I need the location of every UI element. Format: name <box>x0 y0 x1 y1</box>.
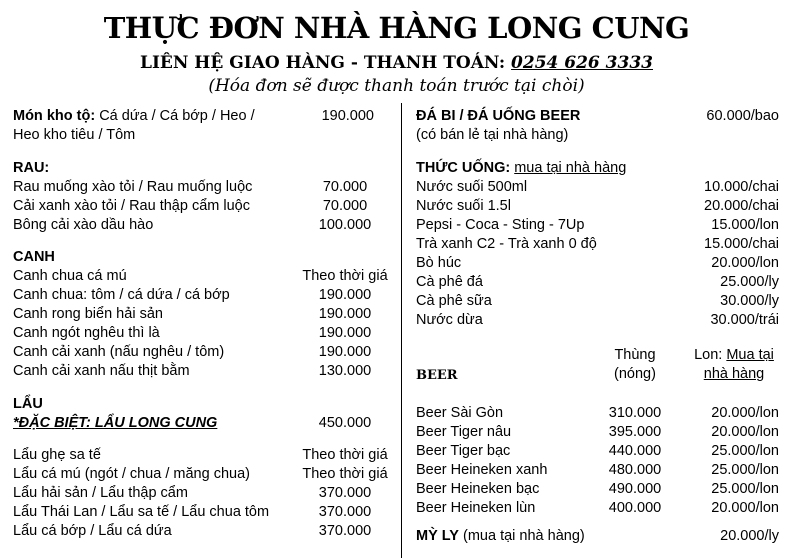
beer-lon-price: 20.000/lon <box>711 424 779 440</box>
kho-to-text: Cá dứa / Cá bớp / Heo / <box>99 108 255 124</box>
beer-thung-price: 400.000 <box>608 500 662 516</box>
drink-price: 15.000/chai <box>704 236 779 252</box>
payment-note: (Hóa đơn sẽ được thanh toán trước tại chòi) <box>208 76 585 96</box>
kho-to-price: 190.000 <box>321 108 374 124</box>
kho-to-text-2: Heo kho tiêu / Tôm <box>13 127 136 143</box>
drink-price: 20.000/chai <box>704 198 779 214</box>
beer-name: Beer Heineken lùn <box>416 500 536 516</box>
lau-item-price: 370.000 <box>318 485 372 501</box>
thuc-uong-heading-line <box>416 159 626 178</box>
canh-item-name: Canh cải xanh (nấu nghêu / tôm) <box>13 344 225 360</box>
canh-item-name: Canh chua cá mú <box>13 268 127 284</box>
drink-name: Cà phê sữa <box>416 293 492 309</box>
thuc-uong-heading: THỨC UỐNG: <box>416 160 511 176</box>
my-ly-price: 20.000/ly <box>720 528 779 544</box>
canh-item-price: 190.000 <box>318 325 372 341</box>
beer-lon-price: 20.000/lon <box>711 500 779 516</box>
rau-item-price: 70.000 <box>322 198 368 214</box>
beer-name: Beer Tiger bạc <box>416 443 511 459</box>
beer-thung-price: 480.000 <box>608 462 662 478</box>
canh-item-price: Theo thời giá <box>302 268 388 284</box>
beer-col-thung-sub: (nóng) <box>614 366 656 382</box>
canh-item-price: 190.000 <box>318 306 372 322</box>
lau-item-price: 370.000 <box>318 504 372 520</box>
rau-heading: RAU: <box>13 160 50 176</box>
menu-title: THỰC ĐƠN NHÀ HÀNG LONG CUNG <box>103 11 690 45</box>
beer-lon-price: 20.000/lon <box>711 405 779 421</box>
canh-item-price: 130.000 <box>318 363 372 379</box>
canh-item-name: Canh rong biển hải sản <box>13 306 163 322</box>
drink-name: Trà xanh C2 - Trà xanh 0 độ <box>416 236 597 252</box>
beer-lon-price: 25.000/lon <box>711 462 779 478</box>
drink-price: 20.000/lon <box>711 255 779 271</box>
lau-special-price: 450.000 <box>318 415 372 431</box>
da-price: 60.000/bao <box>706 108 779 124</box>
beer-name: Beer Sài Gòn <box>416 405 504 421</box>
lau-heading: LẨU <box>13 396 43 412</box>
canh-item-name: Canh chua: tôm / cá dứa / cá bớp <box>13 287 230 303</box>
lau-item-name: Lẩu cá mú (ngót / chua / măng chua) <box>13 466 250 482</box>
canh-item-price: 190.000 <box>318 287 372 303</box>
drink-name: Nước dừa <box>416 312 483 328</box>
canh-item-price: 190.000 <box>318 344 372 360</box>
drink-name: Bò húc <box>416 255 462 271</box>
phone-number: 0254 626 3333 <box>511 53 653 73</box>
lau-item-name: Lẩu Thái Lan / Lẩu sa tế / Lẩu chua tôm <box>13 504 270 520</box>
beer-thung-price: 395.000 <box>608 424 662 440</box>
beer-col-lon-sub: nhà hàng <box>703 366 765 382</box>
beer-thung-price: 310.000 <box>608 405 662 421</box>
contact-line <box>0 52 793 74</box>
my-ly-sub: (mua tại nhà hàng) <box>463 528 585 544</box>
thuc-uong-sub: mua tại nhà hàng <box>514 160 627 176</box>
drink-price: 10.000/chai <box>704 179 779 195</box>
beer-lon-price: 25.000/lon <box>711 481 779 497</box>
my-ly-heading: MỲ LY <box>416 528 459 544</box>
lau-item-price: Theo thời giá <box>302 447 388 463</box>
column-divider <box>401 103 402 558</box>
kho-to-label: Món kho tộ: <box>13 108 96 124</box>
beer-name: Beer Heineken xanh <box>416 462 548 478</box>
rau-item-price: 100.000 <box>318 217 372 233</box>
contact-label: LIÊN HỆ GIAO HÀNG - THANH TOÁN: <box>139 53 506 73</box>
lau-item-price: 370.000 <box>318 523 372 539</box>
beer-name: Beer Heineken bạc <box>416 481 540 497</box>
drink-name: Nước suối 1.5l <box>416 198 511 214</box>
canh-heading: CANH <box>13 249 55 265</box>
beer-thung-price: 440.000 <box>608 443 662 459</box>
rau-item-name: Rau muống xào tỏi / Rau muống luộc <box>13 179 253 195</box>
beer-name: Beer Tiger nâu <box>416 424 512 440</box>
lau-item-name: Lẩu cá bớp / Lẩu cá dứa <box>13 523 172 539</box>
drink-price: 30.000/trái <box>710 312 779 328</box>
drink-price: 30.000/ly <box>720 293 779 309</box>
rau-item-name: Cải xanh xào tỏi / Rau thập cẩm luộc <box>13 198 250 214</box>
drink-name: Cà phê đá <box>416 274 483 290</box>
da-sub: (có bán lẻ tại nhà hàng) <box>416 127 569 143</box>
lau-item-name: Lẩu hải sản / Lẩu thập cẩm <box>13 485 188 501</box>
beer-thung-price: 490.000 <box>608 481 662 497</box>
lau-item-price: Theo thời giá <box>302 466 388 482</box>
beer-lon-price: 25.000/lon <box>711 443 779 459</box>
canh-item-name: Canh ngót nghêu thì là <box>13 325 160 341</box>
beer-col-lon-prefix: Lon: <box>694 347 723 363</box>
rau-item-price: 70.000 <box>322 179 368 195</box>
canh-item-name: Canh cải xanh nấu thịt bằm <box>13 363 190 379</box>
drink-price: 25.000/ly <box>720 274 779 290</box>
beer-heading: BEER <box>416 368 458 383</box>
da-heading: ĐÁ BI / ĐÁ UỐNG BEER <box>416 108 581 124</box>
drink-name: Nước suối 500ml <box>416 179 528 195</box>
rau-item-name: Bông cải xào dầu hào <box>13 217 154 233</box>
lau-item-name: Lẩu ghẹ sa tế <box>13 447 101 463</box>
beer-col-thung-label: Thùng <box>614 347 656 363</box>
drink-price: 15.000/lon <box>711 217 779 233</box>
kho-to-line <box>13 107 255 126</box>
beer-col-lon-u1: Mua tại <box>726 347 774 363</box>
beer-col-lon-label <box>684 346 784 365</box>
my-ly-line <box>416 527 585 546</box>
lau-special-name: *ĐẶC BIỆT: LẨU LONG CUNG <box>13 415 218 431</box>
drink-name: Pepsi - Coca - Sting - 7Up <box>416 217 585 233</box>
